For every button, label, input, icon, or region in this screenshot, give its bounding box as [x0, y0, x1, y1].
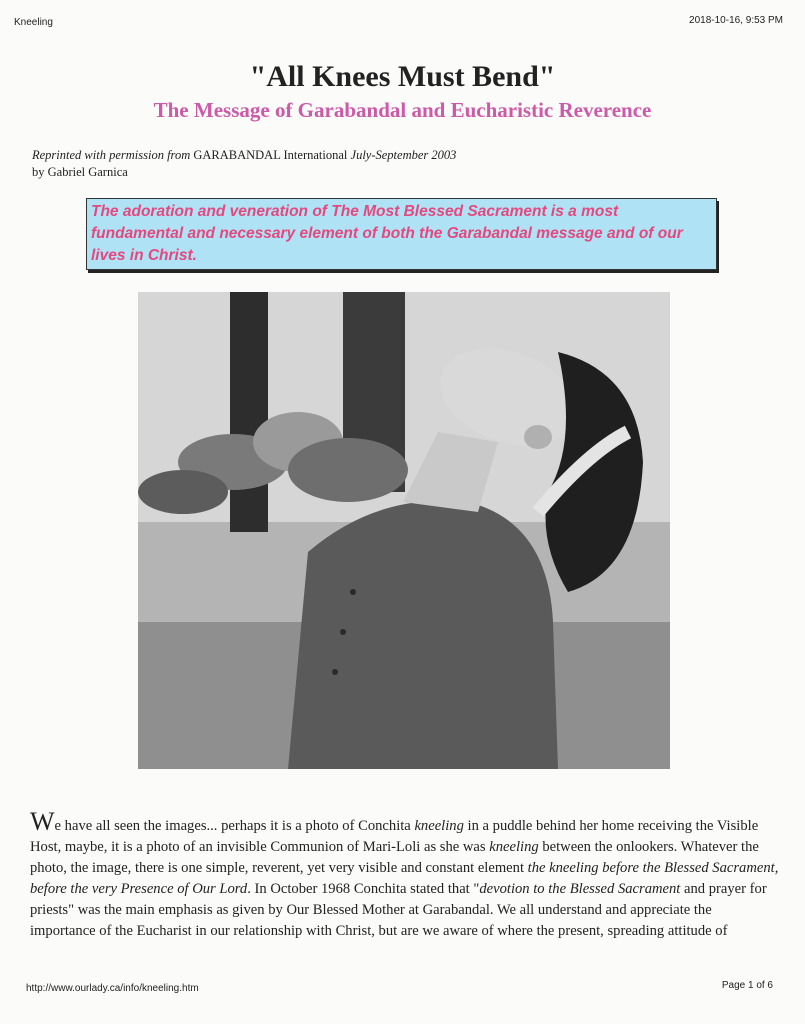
body-text-4: . In October 1968 Conchita stated that "	[247, 881, 480, 897]
body-emphasis-4: devotion to the Blessed Sacrament	[479, 881, 681, 897]
body-emphasis-2: kneeling	[489, 839, 539, 855]
page-url: http://www.ourlady.ca/info/kneeling.htm	[26, 983, 199, 994]
article-title: "All Knees Must Bend"	[249, 60, 556, 93]
photo-girl-looking-up	[138, 292, 670, 769]
callout-box: The adoration and veneration of The Most Blessed Sacrament is a most fundamental and necessary element of both the Garabandal message and of our lives in Christ.	[86, 198, 717, 270]
reprint-notice	[32, 147, 456, 181]
body-text-1: e have all seen the images... perhaps it is a photo of Conchita	[54, 818, 415, 834]
body-text-2: in a puddle behind her home receiving the Visible Host, maybe, it is a photo of an invisible Communion of Mari-Loli as she was	[30, 818, 759, 855]
reprint-mid: International	[283, 148, 348, 162]
body-emphasis-1: kneeling	[414, 818, 464, 834]
browser-page-title: Kneeling	[14, 17, 53, 28]
reprint-source: GARABANDAL	[193, 148, 281, 162]
reprint-date: July-September 2003	[350, 148, 457, 162]
reprint-prefix: Reprinted with permission from	[32, 148, 191, 162]
article-body-paragraph	[30, 807, 780, 942]
body-text-5: and prayer for priests" was the main emphasis as given by Our Blessed Mother at Garabandal. We all understand and appreciate the importance of the Eucharist in our relationship with Christ, but are we aware of where the present, spreading attitude of	[30, 881, 767, 939]
dropcap-letter: W	[30, 807, 55, 836]
body-emphasis-3: the kneeling before the Blessed Sacrament, before the very Presence of Our Lord	[30, 860, 779, 897]
article-photo	[138, 292, 670, 769]
page-indicator: Page 1 of 6	[721, 980, 773, 991]
article-subtitle: The Message of Garabandal and Eucharistic Reverence	[153, 98, 652, 122]
body-text-3: between the onlookers. Whatever the photo, the image, there is one simple, reverent, yet very visible and constant element	[30, 839, 759, 876]
print-timestamp: 2018-10-16, 9:53 PM	[689, 15, 783, 26]
byline: by Gabriel Garnica	[32, 165, 128, 179]
